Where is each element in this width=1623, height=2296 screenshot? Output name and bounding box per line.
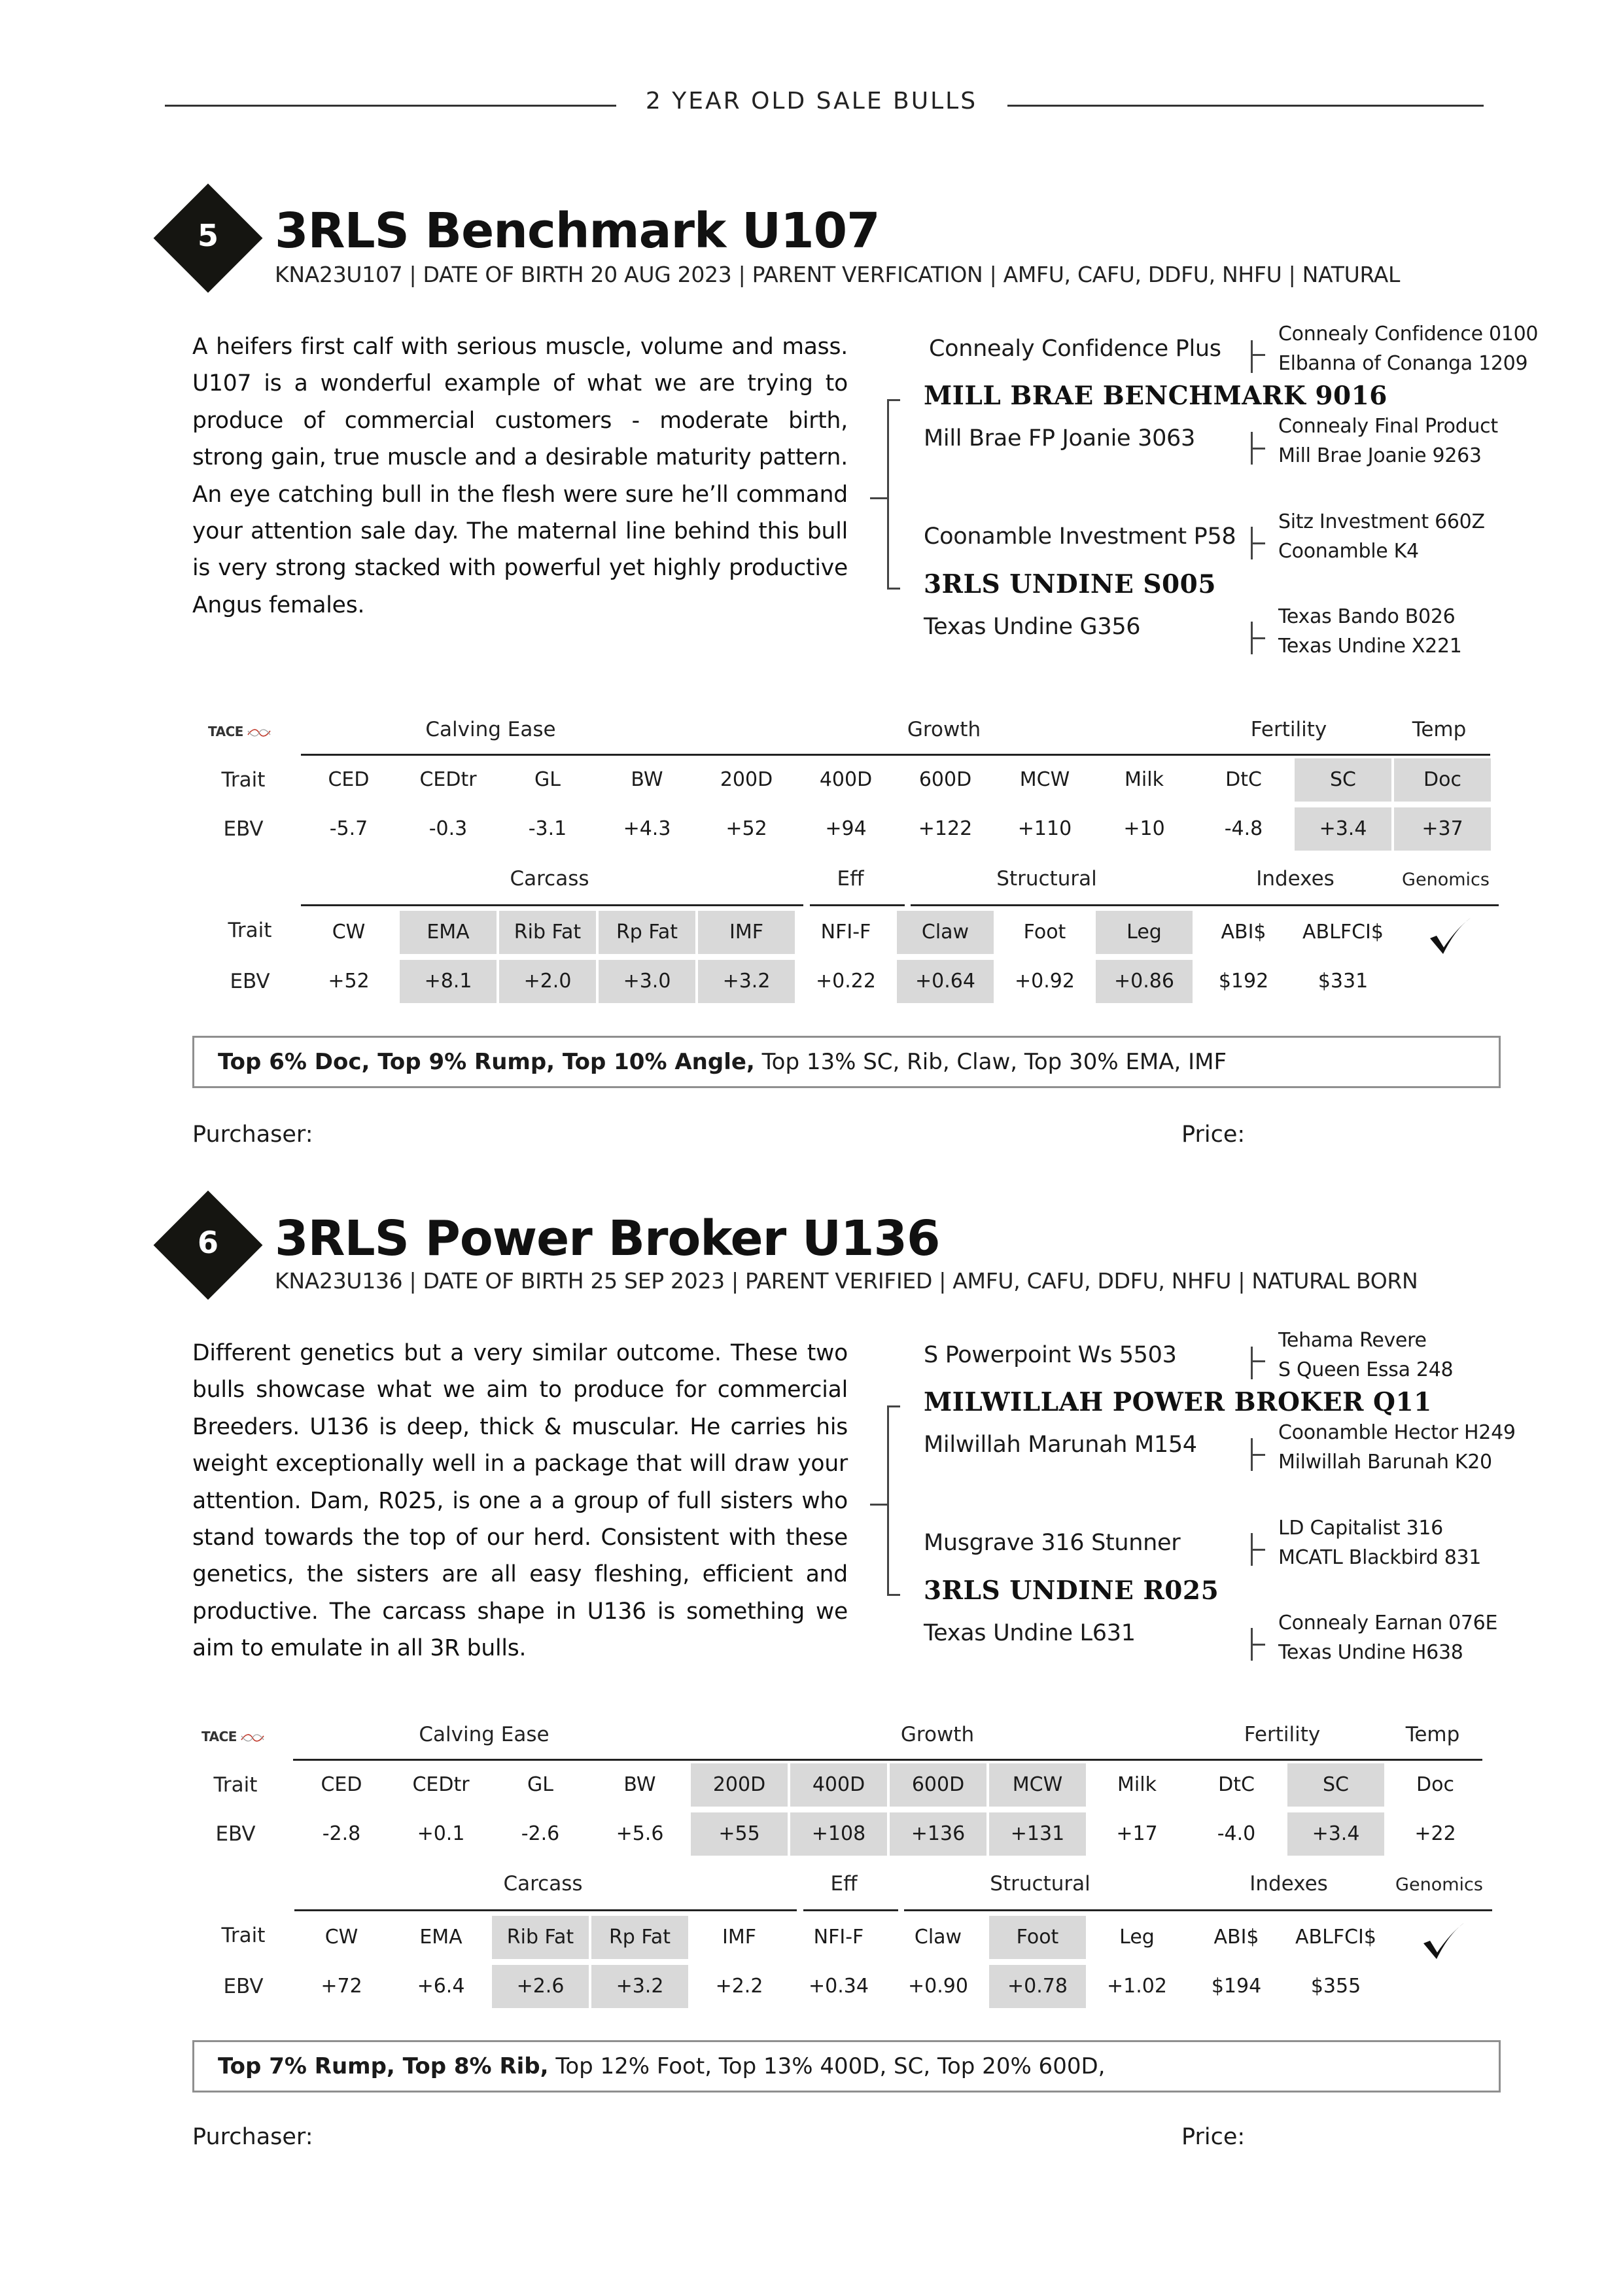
trait-label: Rp Fat [591,1916,688,1959]
pedigree-gp: Connealy Earnan 076E [1278,1612,1498,1634]
trait-label: 400D [819,768,873,791]
lot-number: 6 [197,1225,218,1260]
trait-label: BW [623,1773,656,1796]
trait-value: +136 [890,1812,986,1856]
row-label-ebv: EBV [230,970,270,993]
trait-label: ABI$ [1213,1926,1259,1949]
pedigree-gp: Mill Brae Joanie 9263 [1278,444,1482,467]
trait-value: +4.3 [623,817,671,840]
pedigree-gp: Coonamble K4 [1278,540,1419,563]
trait-label: 200D [720,768,773,791]
trait-value: +0.86 [1096,960,1193,1003]
pedigree-sire: MILL BRAE BENCHMARK 9016 [924,381,1387,411]
pedigree-dam-dam: Texas Undine G356 [924,614,1141,640]
trait-value: +0.90 [908,1975,968,1998]
trait-label: 600D [890,1763,986,1807]
group-structural: Structural [990,1872,1091,1896]
trait-label: GL [534,768,561,791]
trait-label: EMA [419,1926,462,1949]
trait-label: Milk [1125,768,1164,791]
lot-title: 3RLS Benchmark U107 [275,203,880,259]
trait-label: ABLFCI$ [1295,1926,1376,1949]
trait-value: +3.0 [599,960,695,1003]
trait-value: +0.1 [417,1822,465,1845]
lot-details: KNA23U107 | DATE OF BIRTH 20 AUG 2023 | PARENT VERFICATION | AMFU, CAFU, DDFU, NHFU | NATURAL [275,262,1401,287]
row-label-trait: Trait [213,1773,258,1797]
trait-value: +72 [321,1975,362,1998]
tace-logo: TACE [208,724,271,739]
trait-label: MCW [989,1763,1086,1807]
lot-description: A heifers first calf with serious muscle, volume and mass. U107 is a wonderful example of what we are trying to produce of commercial customers - moderate birth, strong gain, true muscle and a desirable maturity pattern. An eye catching bull in the flesh were sure he’ll command your attention sale day. The maternal line behind this bull is very strong stacked with powerful yet highly productive Angus females. [192,334,848,618]
row-label-ebv: EBV [215,1822,256,1846]
trait-label: SC [1287,1763,1384,1807]
trait-value: +5.6 [616,1822,664,1845]
trait-value: $331 [1318,970,1369,993]
group-eff: Eff [830,1872,858,1896]
trait-value: +108 [790,1812,887,1856]
pedigree-sire: MILWILLAH POWER BROKER Q11 [924,1387,1432,1417]
price-label: Price: [1181,2124,1246,2150]
trait-label: CW [324,1926,358,1949]
trait-label: Rib Fat [492,1916,589,1959]
trait-value: +1.02 [1107,1975,1167,1998]
group-calving-ease: Calving Ease [425,718,556,741]
trait-value: -0.3 [428,817,468,840]
pedigree-gp: Tehama Revere [1278,1329,1427,1352]
table-rule [803,1909,898,1911]
row-label-ebv: EBV [223,817,264,841]
pedigree-sire-sire: Connealy Confidence Plus [929,336,1221,362]
trait-label: CED [321,1773,362,1796]
table-rule [904,1909,1492,1911]
trait-label: Foot [989,1916,1086,1959]
highlights-box: Top 6% Doc, Top 9% Rump, Top 10% Angle, Top 13% SC, Rib, Claw, Top 30% EMA, IMF [192,1036,1501,1088]
pedigree-dam: 3RLS UNDINE S005 [924,569,1216,599]
trait-value: +2.0 [499,960,596,1003]
row-label-trait: Trait [228,919,272,942]
trait-value: +0.34 [809,1975,869,1998]
purchaser-label: Purchaser: [192,2124,313,2150]
pedigree-gp: Texas Undine H638 [1278,1641,1463,1664]
pedigree-gp: Connealy Confidence 0100 [1278,323,1539,345]
trait-label: DtC [1225,768,1262,791]
table-rule [810,904,905,906]
trait-value: -4.8 [1224,817,1263,840]
pedigree-sire-dam: Milwillah Marunah M154 [924,1432,1197,1458]
trait-value: $194 [1211,1975,1262,1998]
trait-value: -5.7 [329,817,368,840]
trait-value: +0.64 [897,960,994,1003]
row-label-ebv: EBV [223,1975,264,1998]
pedigree-gp: Connealy Final Product [1278,415,1498,438]
trait-label: IMF [698,911,795,954]
trait-value: -3.1 [528,817,567,840]
trait-value: +52 [725,817,767,840]
trait-label: DtC [1218,1773,1255,1796]
trait-value: +10 [1123,817,1165,840]
tace-logo: TACE [201,1729,264,1744]
trait-label: ABLFCI$ [1302,921,1384,944]
lot-details: KNA23U136 | DATE OF BIRTH 25 SEP 2023 | PARENT VERIFIED | AMFU, CAFU, DDFU, NHFU | NATURAL BORN [275,1268,1418,1294]
trait-label: 200D [691,1763,788,1807]
trait-label: EMA [400,911,497,954]
pedigree-sire-dam: Mill Brae FP Joanie 3063 [924,425,1195,451]
group-genomics: Genomics [1402,870,1490,890]
trait-label: CED [328,768,370,791]
trait-value: +2.2 [715,1975,763,1998]
trait-value: +52 [328,970,370,993]
group-genomics: Genomics [1395,1875,1483,1895]
pedigree-dam: 3RLS UNDINE R025 [924,1576,1219,1606]
trait-value: +131 [989,1812,1086,1856]
pedigree-gp: Sitz Investment 660Z [1278,510,1485,533]
group-calving-ease: Calving Ease [419,1723,550,1746]
pedigree-gp: Coonamble Hector H249 [1278,1421,1516,1444]
pedigree-gp: S Queen Essa 248 [1278,1358,1454,1381]
lot-number: 5 [197,218,218,253]
trait-label: Leg [1119,1926,1155,1949]
trait-value: +110 [1017,817,1072,840]
pedigree-dam-sire: Musgrave 316 Stunner [924,1530,1181,1556]
trait-value: -4.0 [1217,1822,1256,1845]
trait-value: +0.22 [816,970,876,993]
row-label-trait: Trait [221,1924,266,1947]
trait-label: ABI$ [1221,921,1266,944]
pedigree-gp: Milwillah Barunah K20 [1278,1451,1492,1474]
trait-label: Doc [1394,758,1491,802]
table-rule [301,754,1490,756]
check-icon [1426,912,1476,962]
trait-value: +17 [1116,1822,1158,1845]
trait-label: NFI-F [813,1926,864,1949]
table-rule [911,904,1499,906]
trait-value: +3.2 [591,1965,688,2008]
group-carcass: Carcass [503,1872,583,1896]
page-header-title: 2 YEAR OLD SALE BULLS [645,88,978,115]
trait-label: Doc [1416,1773,1454,1796]
trait-value: -2.8 [322,1822,361,1845]
trait-label: Leg [1096,911,1193,954]
trait-value: +0.92 [1015,970,1075,993]
trait-value: $192 [1218,970,1269,993]
group-indexes: Indexes [1256,867,1335,891]
row-label-trait: Trait [221,768,266,792]
group-eff: Eff [837,867,864,891]
trait-value: +6.4 [417,1975,465,1998]
trait-label: 400D [790,1763,887,1807]
table-rule [293,1759,1482,1761]
lot-description: Different genetics but a very similar outcome. These two bulls showcase what we aim to produce for commercial Breeders. U136 is deep, thick & muscular. He carries his weight exceptionally well in a package that will draw your attention. Dam, R025, is one a a group of full sisters who stand towards the top of our herd. Consistent with these genetics, the sisters are all easy fleshing, efficient and productive. The carcass shape in U136 is something we aim to emulate in all 3R bulls. [192,1340,848,1662]
pedigree-sire-sire: S Powerpoint Ws 5503 [924,1342,1177,1368]
group-indexes: Indexes [1249,1872,1328,1896]
trait-value: +22 [1414,1822,1456,1845]
pedigree-dam-sire: Coonamble Investment P58 [924,523,1236,550]
group-temp: Temp [1405,1723,1460,1746]
table-rule [301,904,803,906]
trait-label: CEDtr [412,1773,470,1796]
group-growth: Growth [900,1723,975,1746]
lot-title: 3RLS Power Broker U136 [275,1210,940,1267]
trait-label: Claw [914,1926,962,1949]
trait-label: Claw [897,911,994,954]
pedigree-gp: LD Capitalist 316 [1278,1517,1443,1540]
group-fertility: Fertility [1244,1723,1321,1746]
trait-value: +55 [691,1812,788,1856]
pedigree-gp: Texas Undine X221 [1278,635,1462,658]
pedigree-gp: Texas Bando B026 [1278,605,1456,628]
trait-value: +8.1 [400,960,497,1003]
trait-value: -2.6 [521,1822,560,1845]
trait-value: +0.78 [989,1965,1086,2008]
trait-label: CEDtr [419,768,477,791]
pedigree-gp: MCATL Blackbird 831 [1278,1546,1482,1569]
trait-value: +3.4 [1295,807,1391,851]
trait-label: MCW [1019,768,1070,791]
pedigree-dam-dam: Texas Undine L631 [924,1620,1136,1646]
trait-label: Milk [1117,1773,1157,1796]
trait-value: $355 [1310,1975,1361,1998]
trait-value: +3.4 [1287,1812,1384,1856]
group-fertility: Fertility [1250,718,1327,741]
table-rule [294,1909,797,1911]
trait-label: IMF [722,1926,756,1949]
trait-label: 600D [918,768,972,791]
highlights-box: Top 7% Rump, Top 8% Rib, Top 12% Foot, Top 13% 400D, SC, Top 20% 600D, [192,2040,1501,2093]
trait-label: SC [1295,758,1391,802]
trait-value: +122 [918,817,973,840]
trait-value: +2.6 [492,1965,589,2008]
group-structural: Structural [996,867,1097,891]
trait-label: CW [332,921,366,944]
trait-label: NFI-F [820,921,871,944]
trait-label: Rib Fat [499,911,596,954]
trait-value: +3.2 [698,960,795,1003]
group-temp: Temp [1412,718,1467,741]
trait-label: Rp Fat [599,911,695,954]
trait-label: Foot [1023,921,1066,944]
trait-value: +37 [1394,807,1491,851]
purchaser-label: Purchaser: [192,1122,313,1148]
check-icon [1420,1917,1469,1967]
trait-value: +94 [825,817,867,840]
group-carcass: Carcass [510,867,589,891]
trait-label: GL [527,1773,553,1796]
group-growth: Growth [907,718,981,741]
price-label: Price: [1181,1122,1246,1148]
pedigree-gp: Elbanna of Conanga 1209 [1278,352,1528,375]
trait-label: BW [631,768,663,791]
